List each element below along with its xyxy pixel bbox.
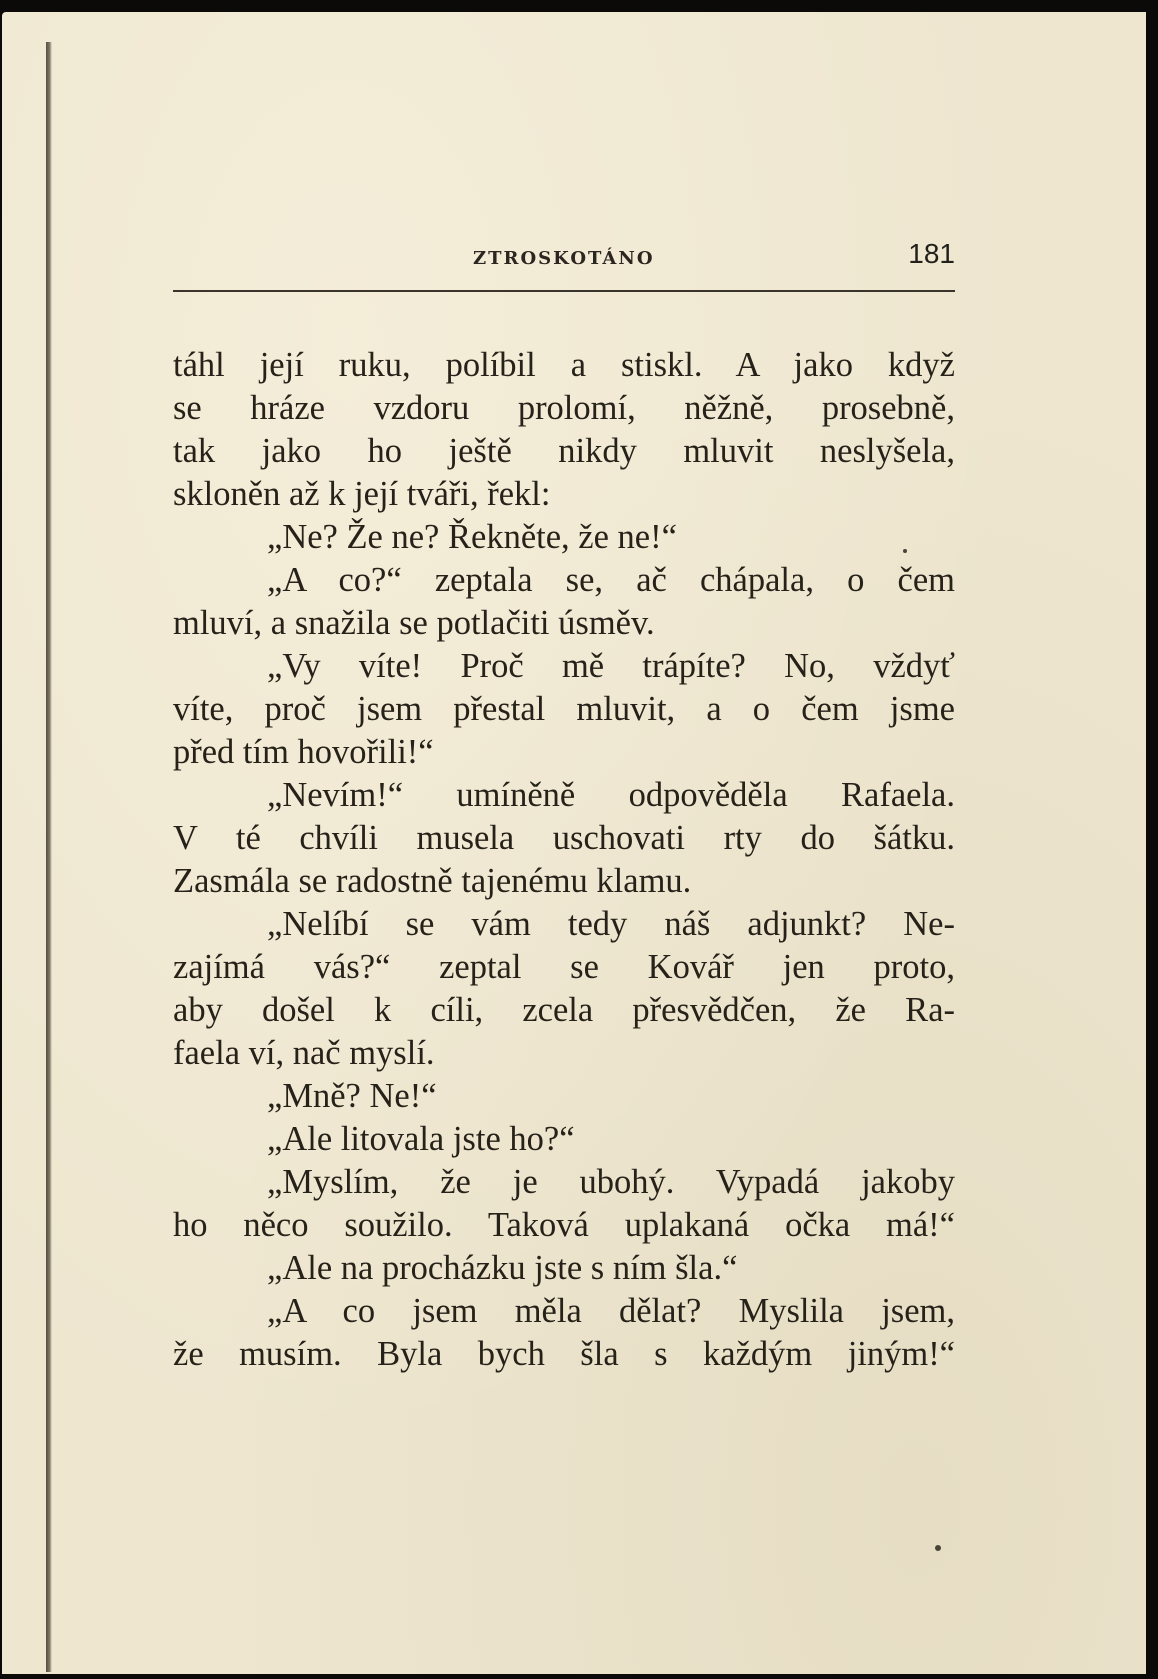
page-number: 181 xyxy=(908,238,955,269)
text-line: zajímá vás?“ zeptal se Kovář jen proto, xyxy=(173,948,955,986)
text-line: aby došel k cíli, zcela přesvědčen, že Ra- xyxy=(173,991,955,1029)
text-line: „Ale litovala jste ho?“ xyxy=(267,1120,575,1158)
running-title: ZTROSKOTÁNO xyxy=(473,248,655,269)
text-line: ho něco soužilo. Taková uplakaná očka má!“ xyxy=(173,1206,955,1244)
text-line: tak jako ho ještě nikdy mluvit neslyšela, xyxy=(173,432,955,470)
text-line: víte, proč jsem přestal mluvit, a o čem jsme xyxy=(173,690,955,728)
text-line: „Vy víte! Proč mě trápíte? No, vždyť xyxy=(267,647,955,685)
text-line: „Ne? Že ne? Řekněte, že ne!“ xyxy=(267,518,677,556)
body-text xyxy=(173,344,955,1376)
text-line: V té chvíli musela uschovati rty do šátku. xyxy=(173,819,955,857)
text-line: faela ví, nač myslí. xyxy=(173,1034,435,1072)
text-line: před tím hovořili!“ xyxy=(173,733,434,771)
text-line: skloněn až k její tváři, řekl: xyxy=(173,475,551,513)
text-line: „Nevím!“ umíněně odpověděla Rafaela. xyxy=(267,776,955,814)
text-line: se hráze vzdoru prolomí, něžně, prosebně, xyxy=(173,389,955,427)
running-head xyxy=(173,238,955,278)
text-line: Zasmála se radostně tajenému klamu. xyxy=(173,862,692,900)
text-line: táhl její ruku, políbil a stiskl. A jako když xyxy=(173,346,955,384)
text-line: „Mně? Ne!“ xyxy=(267,1077,437,1115)
text-line: že musím. Byla bych šla s každým jiným!“ xyxy=(173,1335,955,1373)
text-line: „A co jsem měla dělat? Myslila jsem, xyxy=(267,1292,955,1330)
ink-speck xyxy=(935,1545,941,1551)
text-line: „Ale na procházku jste s ním šla.“ xyxy=(267,1249,738,1287)
text-line: „Myslím, že je ubohý. Vypadá jakoby xyxy=(267,1163,955,1201)
header-rule xyxy=(173,290,955,292)
text-line: „Nelíbí se vám tedy náš adjunkt? Ne- xyxy=(267,905,955,943)
text-line: mluví, a snažila se potlačiti úsměv. xyxy=(173,604,655,642)
binding-gutter xyxy=(46,42,52,1672)
text-line: „A co?“ zeptala se, ač chápala, o čem xyxy=(267,561,955,599)
ink-speck xyxy=(903,549,907,553)
